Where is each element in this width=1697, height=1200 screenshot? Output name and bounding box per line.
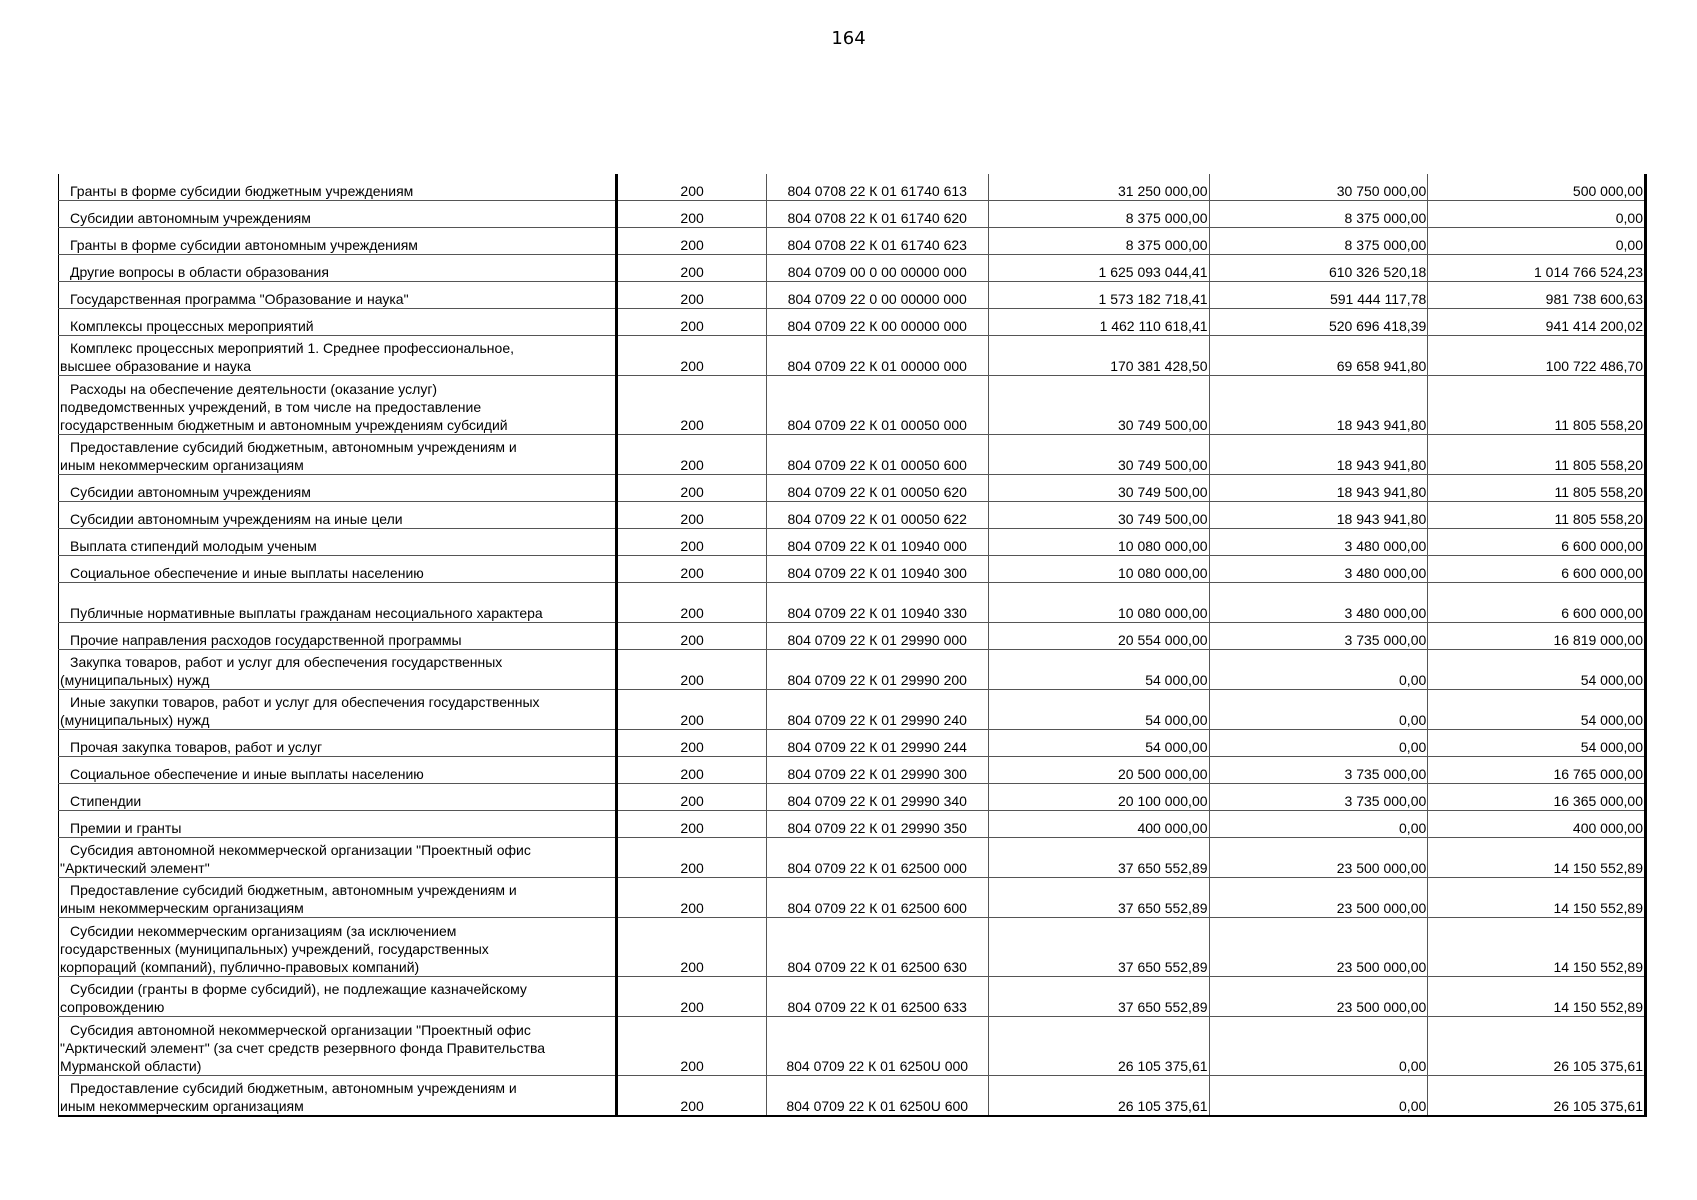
table-row xyxy=(59,309,1646,336)
cell-amount2: 18 943 941,80 xyxy=(1209,376,1428,435)
table-row xyxy=(59,1076,1646,1117)
cell-classification: 804 0709 22 К 01 10940 330 xyxy=(766,583,988,623)
cell-amount2: 23 500 000,00 xyxy=(1209,838,1428,878)
cell-amount2: 3 735 000,00 xyxy=(1209,784,1428,811)
cell-amount3: 11 805 558,20 xyxy=(1428,502,1646,529)
cell-amount1: 1 625 093 044,41 xyxy=(988,255,1209,282)
cell-name: Расходы на обеспечение деятельности (оказание услуг) подведомственных учреждений, в том числе на предоставление государственным бюджетным и автономным учреждениям субсидий xyxy=(59,376,617,435)
table-row xyxy=(59,435,1646,475)
table-row xyxy=(59,918,1646,977)
table-row xyxy=(59,784,1646,811)
table-row xyxy=(59,502,1646,529)
cell-name: Иные закупки товаров, работ и услуг для обеспечения государственных (муниципальных) нужд xyxy=(59,690,617,730)
cell-name: Премии и гранты xyxy=(59,811,617,838)
cell-name: Предоставление субсидий бюджетным, автономным учреждениям и иным некоммерческим организациям xyxy=(59,435,617,475)
cell-code: 200 xyxy=(617,201,766,228)
cell-amount1: 54 000,00 xyxy=(988,690,1209,730)
cell-amount2: 0,00 xyxy=(1209,730,1428,757)
cell-amount2: 3 480 000,00 xyxy=(1209,583,1428,623)
cell-amount2: 591 444 117,78 xyxy=(1209,282,1428,309)
cell-amount2: 0,00 xyxy=(1209,690,1428,730)
cell-amount3: 100 722 486,70 xyxy=(1428,336,1646,376)
cell-name: Прочие направления расходов государственной программы xyxy=(59,623,617,650)
cell-code: 200 xyxy=(617,376,766,435)
cell-amount2: 3 735 000,00 xyxy=(1209,757,1428,784)
cell-code: 200 xyxy=(617,435,766,475)
budget-table xyxy=(58,174,1647,1117)
cell-classification: 804 0709 22 К 01 10940 000 xyxy=(766,529,988,556)
cell-amount2: 30 750 000,00 xyxy=(1209,174,1428,201)
table-row xyxy=(59,529,1646,556)
cell-amount1: 30 749 500,00 xyxy=(988,435,1209,475)
table-row xyxy=(59,201,1646,228)
cell-classification: 804 0709 22 К 01 29990 340 xyxy=(766,784,988,811)
cell-name: Публичные нормативные выплаты гражданам несоциального характера xyxy=(59,583,617,623)
table-row xyxy=(59,811,1646,838)
table-row xyxy=(59,583,1646,623)
cell-classification: 804 0709 22 К 01 29990 244 xyxy=(766,730,988,757)
cell-amount1: 30 749 500,00 xyxy=(988,502,1209,529)
table-row xyxy=(59,650,1646,690)
cell-amount3: 14 150 552,89 xyxy=(1428,838,1646,878)
cell-name: Стипендии xyxy=(59,784,617,811)
cell-classification: 804 0708 22 К 01 61740 623 xyxy=(766,228,988,255)
cell-code: 200 xyxy=(617,282,766,309)
table-row xyxy=(59,690,1646,730)
cell-amount3: 400 000,00 xyxy=(1428,811,1646,838)
cell-amount1: 37 650 552,89 xyxy=(988,918,1209,977)
cell-amount3: 981 738 600,63 xyxy=(1428,282,1646,309)
cell-amount1: 20 500 000,00 xyxy=(988,757,1209,784)
cell-amount2: 0,00 xyxy=(1209,650,1428,690)
cell-classification: 804 0709 22 К 01 29990 200 xyxy=(766,650,988,690)
cell-name: Комплексы процессных мероприятий xyxy=(59,309,617,336)
cell-code: 200 xyxy=(617,690,766,730)
table-row xyxy=(59,376,1646,435)
cell-code: 200 xyxy=(617,336,766,376)
cell-amount3: 6 600 000,00 xyxy=(1428,529,1646,556)
table-body xyxy=(59,174,1646,1116)
cell-code: 200 xyxy=(617,878,766,918)
cell-code: 200 xyxy=(617,556,766,583)
cell-code: 200 xyxy=(617,502,766,529)
cell-amount2: 3 480 000,00 xyxy=(1209,529,1428,556)
cell-name: Социальное обеспечение и иные выплаты населению xyxy=(59,556,617,583)
cell-name: Гранты в форме субсидии бюджетным учреждениям xyxy=(59,174,617,201)
cell-amount1: 20 100 000,00 xyxy=(988,784,1209,811)
cell-amount3: 14 150 552,89 xyxy=(1428,878,1646,918)
cell-classification: 804 0709 22 К 01 00000 000 xyxy=(766,336,988,376)
cell-name: Комплекс процессных мероприятий 1. Среднее профессиональное, высшее образование и наука xyxy=(59,336,617,376)
cell-amount1: 10 080 000,00 xyxy=(988,529,1209,556)
cell-amount3: 26 105 375,61 xyxy=(1428,1017,1646,1076)
cell-amount3: 6 600 000,00 xyxy=(1428,583,1646,623)
cell-amount1: 31 250 000,00 xyxy=(988,174,1209,201)
cell-code: 200 xyxy=(617,174,766,201)
cell-amount2: 8 375 000,00 xyxy=(1209,228,1428,255)
cell-amount2: 610 326 520,18 xyxy=(1209,255,1428,282)
cell-classification: 804 0709 22 К 01 29990 000 xyxy=(766,623,988,650)
cell-code: 200 xyxy=(617,838,766,878)
cell-amount2: 23 500 000,00 xyxy=(1209,977,1428,1017)
cell-name: Прочая закупка товаров, работ и услуг xyxy=(59,730,617,757)
cell-classification: 804 0708 22 К 01 61740 620 xyxy=(766,201,988,228)
cell-classification: 804 0709 22 К 00 00000 000 xyxy=(766,309,988,336)
cell-amount1: 26 105 375,61 xyxy=(988,1076,1209,1117)
cell-amount3: 1 014 766 524,23 xyxy=(1428,255,1646,282)
cell-classification: 804 0709 22 К 01 00050 620 xyxy=(766,475,988,502)
cell-amount2: 18 943 941,80 xyxy=(1209,475,1428,502)
cell-name: Предоставление субсидий бюджетным, автономным учреждениям и иным некоммерческим организациям xyxy=(59,1076,617,1117)
table-row xyxy=(59,838,1646,878)
cell-code: 200 xyxy=(617,475,766,502)
cell-amount1: 8 375 000,00 xyxy=(988,228,1209,255)
cell-classification: 804 0709 22 К 01 62500 630 xyxy=(766,918,988,977)
cell-classification: 804 0709 22 К 01 00050 000 xyxy=(766,376,988,435)
cell-amount1: 10 080 000,00 xyxy=(988,556,1209,583)
cell-classification: 804 0709 22 К 01 00050 600 xyxy=(766,435,988,475)
cell-amount1: 54 000,00 xyxy=(988,730,1209,757)
cell-code: 200 xyxy=(617,650,766,690)
cell-code: 200 xyxy=(617,784,766,811)
cell-name: Субсидии (гранты в форме субсидий), не подлежащие казначейскому сопровождению xyxy=(59,977,617,1017)
table-row xyxy=(59,228,1646,255)
table-row xyxy=(59,730,1646,757)
cell-code: 200 xyxy=(617,529,766,556)
cell-amount1: 37 650 552,89 xyxy=(988,878,1209,918)
page-number: 164 xyxy=(831,28,866,49)
cell-name: Субсидия автономной некоммерческой организации "Проектный офис "Арктический элемент" (за счет средств резервного фонда Правительства Мурманской области) xyxy=(59,1017,617,1076)
cell-amount2: 3 480 000,00 xyxy=(1209,556,1428,583)
cell-amount3: 0,00 xyxy=(1428,228,1646,255)
table-row xyxy=(59,878,1646,918)
cell-amount3: 54 000,00 xyxy=(1428,690,1646,730)
cell-amount1: 37 650 552,89 xyxy=(988,838,1209,878)
cell-name: Закупка товаров, работ и услуг для обеспечения государственных (муниципальных) нужд xyxy=(59,650,617,690)
cell-classification: 804 0709 00 0 00 00000 000 xyxy=(766,255,988,282)
cell-name: Субсидии автономным учреждениям xyxy=(59,475,617,502)
cell-amount2: 18 943 941,80 xyxy=(1209,435,1428,475)
cell-amount2: 520 696 418,39 xyxy=(1209,309,1428,336)
table-row xyxy=(59,475,1646,502)
table-row xyxy=(59,757,1646,784)
cell-amount3: 11 805 558,20 xyxy=(1428,475,1646,502)
cell-classification: 804 0708 22 К 01 61740 613 xyxy=(766,174,988,201)
cell-name: Другие вопросы в области образования xyxy=(59,255,617,282)
cell-amount3: 26 105 375,61 xyxy=(1428,1076,1646,1117)
cell-amount1: 30 749 500,00 xyxy=(988,376,1209,435)
cell-amount1: 37 650 552,89 xyxy=(988,977,1209,1017)
cell-amount1: 8 375 000,00 xyxy=(988,201,1209,228)
cell-amount3: 0,00 xyxy=(1428,201,1646,228)
cell-classification: 804 0709 22 К 01 29990 300 xyxy=(766,757,988,784)
table-row xyxy=(59,623,1646,650)
cell-name: Субсидии автономным учреждениям xyxy=(59,201,617,228)
cell-name: Субсидии некоммерческим организациям (за исключением государственных (муниципальных) учреждений, государственных корпораций (компаний), публично-правовых компаний) xyxy=(59,918,617,977)
cell-name: Государственная программа "Образование и наука" xyxy=(59,282,617,309)
cell-amount3: 16 765 000,00 xyxy=(1428,757,1646,784)
cell-amount2: 23 500 000,00 xyxy=(1209,878,1428,918)
cell-classification: 804 0709 22 К 01 6250U 600 xyxy=(766,1076,988,1117)
table-row xyxy=(59,977,1646,1017)
cell-code: 200 xyxy=(617,583,766,623)
cell-amount1: 54 000,00 xyxy=(988,650,1209,690)
cell-amount3: 941 414 200,02 xyxy=(1428,309,1646,336)
table-row xyxy=(59,282,1646,309)
cell-amount1: 1 462 110 618,41 xyxy=(988,309,1209,336)
cell-amount3: 14 150 552,89 xyxy=(1428,918,1646,977)
cell-classification: 804 0709 22 0 00 00000 000 xyxy=(766,282,988,309)
cell-amount3: 11 805 558,20 xyxy=(1428,435,1646,475)
cell-amount2: 0,00 xyxy=(1209,811,1428,838)
cell-classification: 804 0709 22 К 01 29990 350 xyxy=(766,811,988,838)
cell-amount1: 170 381 428,50 xyxy=(988,336,1209,376)
cell-amount2: 0,00 xyxy=(1209,1017,1428,1076)
cell-amount1: 400 000,00 xyxy=(988,811,1209,838)
cell-amount1: 30 749 500,00 xyxy=(988,475,1209,502)
cell-amount3: 500 000,00 xyxy=(1428,174,1646,201)
table-row xyxy=(59,556,1646,583)
cell-amount3: 54 000,00 xyxy=(1428,650,1646,690)
cell-name: Предоставление субсидий бюджетным, автономным учреждениям и иным некоммерческим организациям xyxy=(59,878,617,918)
cell-code: 200 xyxy=(617,623,766,650)
table-row xyxy=(59,255,1646,282)
cell-code: 200 xyxy=(617,730,766,757)
cell-code: 200 xyxy=(617,1017,766,1076)
table-row xyxy=(59,1017,1646,1076)
cell-code: 200 xyxy=(617,309,766,336)
cell-code: 200 xyxy=(617,977,766,1017)
cell-amount2: 0,00 xyxy=(1209,1076,1428,1117)
cell-name: Выплата стипендий молодым ученым xyxy=(59,529,617,556)
cell-amount1: 20 554 000,00 xyxy=(988,623,1209,650)
cell-amount3: 54 000,00 xyxy=(1428,730,1646,757)
cell-amount2: 69 658 941,80 xyxy=(1209,336,1428,376)
table-row xyxy=(59,336,1646,376)
cell-amount3: 14 150 552,89 xyxy=(1428,977,1646,1017)
cell-amount3: 11 805 558,20 xyxy=(1428,376,1646,435)
cell-name: Гранты в форме субсидии автономным учреждениям xyxy=(59,228,617,255)
cell-classification: 804 0709 22 К 01 6250U 000 xyxy=(766,1017,988,1076)
cell-classification: 804 0709 22 К 01 62500 600 xyxy=(766,878,988,918)
cell-classification: 804 0709 22 К 01 10940 300 xyxy=(766,556,988,583)
cell-amount3: 6 600 000,00 xyxy=(1428,556,1646,583)
cell-classification: 804 0709 22 К 01 62500 633 xyxy=(766,977,988,1017)
cell-name: Субсидии автономным учреждениям на иные цели xyxy=(59,502,617,529)
cell-amount3: 16 819 000,00 xyxy=(1428,623,1646,650)
cell-amount1: 10 080 000,00 xyxy=(988,583,1209,623)
cell-amount2: 23 500 000,00 xyxy=(1209,918,1428,977)
cell-amount2: 3 735 000,00 xyxy=(1209,623,1428,650)
cell-amount2: 18 943 941,80 xyxy=(1209,502,1428,529)
cell-amount1: 1 573 182 718,41 xyxy=(988,282,1209,309)
cell-code: 200 xyxy=(617,918,766,977)
cell-amount2: 8 375 000,00 xyxy=(1209,201,1428,228)
cell-name: Социальное обеспечение и иные выплаты населению xyxy=(59,757,617,784)
cell-amount3: 16 365 000,00 xyxy=(1428,784,1646,811)
cell-code: 200 xyxy=(617,811,766,838)
cell-classification: 804 0709 22 К 01 00050 622 xyxy=(766,502,988,529)
cell-code: 200 xyxy=(617,255,766,282)
cell-classification: 804 0709 22 К 01 62500 000 xyxy=(766,838,988,878)
cell-amount1: 26 105 375,61 xyxy=(988,1017,1209,1076)
cell-code: 200 xyxy=(617,228,766,255)
cell-name: Субсидия автономной некоммерческой организации "Проектный офис "Арктический элемент" xyxy=(59,838,617,878)
table-row xyxy=(59,174,1646,201)
cell-classification: 804 0709 22 К 01 29990 240 xyxy=(766,690,988,730)
cell-code: 200 xyxy=(617,1076,766,1117)
cell-code: 200 xyxy=(617,757,766,784)
